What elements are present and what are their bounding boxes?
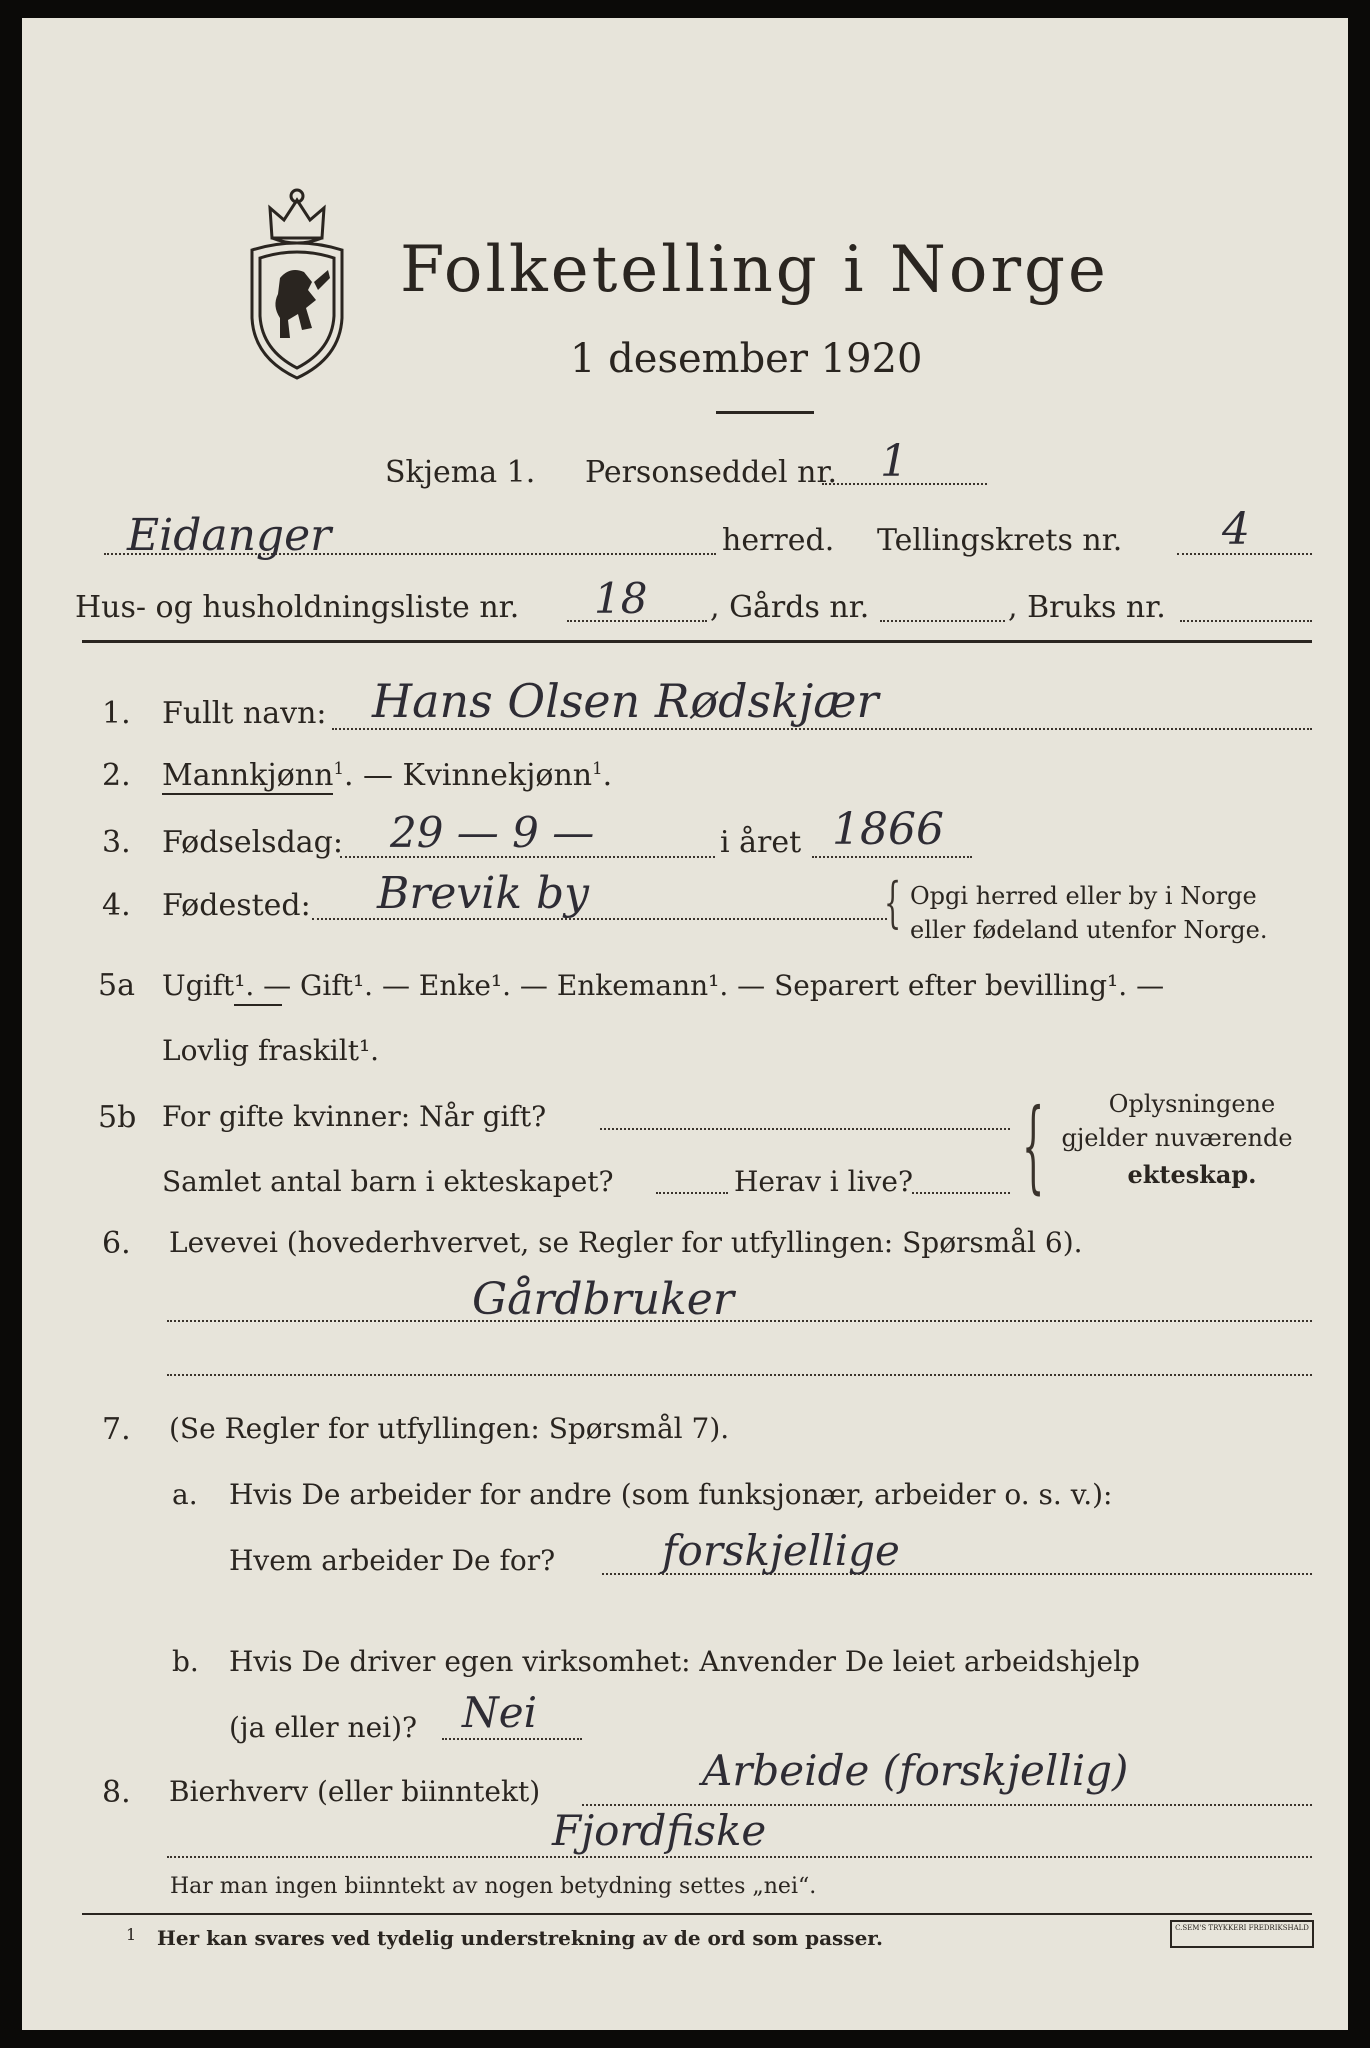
q8-note: Har man ingen biinntekt av nogen betydning settes „nei“. <box>170 1874 817 1899</box>
personseddel-value[interactable]: 1 <box>880 436 908 487</box>
q7a-label-1: Hvis De arbeider for andre (som funksjonær, arbeider o. s. v.): <box>229 1478 1113 1511</box>
q4-value[interactable]: Brevik by <box>377 868 590 919</box>
footnote-number: 1 <box>126 1925 137 1944</box>
form-date: 1 desember 1920 <box>570 336 923 382</box>
q5a-number: 5a <box>98 968 135 1003</box>
gards-line <box>880 620 1005 622</box>
gards-label: , Gårds nr. <box>710 590 870 625</box>
q7a-letter: a. <box>172 1478 198 1511</box>
q5b-living-line <box>912 1192 1010 1194</box>
herred-label: herred. <box>722 523 835 558</box>
q5b-label-1: For gifte kvinner: Når gift? <box>162 1100 547 1133</box>
q5b-note-3: ekteskap. <box>1127 1160 1257 1189</box>
q3-day-value[interactable]: 29 — 9 — <box>390 808 595 857</box>
q8-number: 8. <box>102 1775 131 1810</box>
q5b-number: 5b <box>98 1100 137 1135</box>
q6-value[interactable]: Gårdbruker <box>472 1274 734 1325</box>
tellingskrets-label: Tellingskrets nr. <box>877 523 1123 558</box>
q7b-value[interactable]: Nei <box>462 1688 538 1737</box>
header-divider <box>82 640 1312 643</box>
q8-value-1[interactable]: Arbeide (forskjellig) <box>702 1746 1129 1795</box>
q5b-children-line <box>656 1192 728 1194</box>
q7a-label-2: Hvem arbeider De for? <box>229 1544 556 1577</box>
q1-label: Fullt navn: <box>162 696 327 731</box>
q4-note-1: Opgi herred eller by i Norge <box>910 882 1257 910</box>
q3-label: Fødselsdag: <box>162 825 343 860</box>
q7-label: (Se Regler for utfyllingen: Spørsmål 7). <box>169 1412 730 1445</box>
census-form-page <box>22 18 1348 2030</box>
q6-line-1 <box>167 1320 1312 1322</box>
q3-year-label: i året <box>720 825 802 860</box>
q7b-label-2: (ja eller nei)? <box>229 1711 418 1744</box>
q7b-letter: b. <box>172 1645 199 1678</box>
footnote-text: Her kan svares ved tydelig understrekning av de ord som passer. <box>157 1926 883 1950</box>
q3-year-line <box>812 856 972 858</box>
q2-number: 2. <box>102 758 131 793</box>
q6-number: 6. <box>102 1226 131 1261</box>
q2-male-option[interactable]: Mannkjønn <box>162 758 334 793</box>
q4-note-brace: { <box>884 871 902 934</box>
q6-label: Levevei (hovederhvervet, se Regler for utfyllingen: Spørsmål 6). <box>169 1226 1083 1259</box>
q7b-line <box>442 1738 582 1740</box>
q1-line <box>332 728 1312 730</box>
q5a-options[interactable]: Ugift¹. — Gift¹. — Enke¹. — Enkemann¹. — Separert efter bevilling¹. — <box>162 969 1165 1002</box>
q1-value[interactable]: Hans Olsen Rødskjær <box>372 674 879 728</box>
q5a-gift-underline <box>234 1004 282 1006</box>
q5b-married-line <box>600 1128 1010 1130</box>
bruks-line <box>1180 620 1312 622</box>
q8-line-2 <box>167 1856 1312 1858</box>
q2-female-option[interactable]: . — Kvinnekjønn <box>343 758 593 793</box>
personseddel-label: Personseddel nr. <box>585 455 838 490</box>
herred-value[interactable]: Eidanger <box>127 510 332 561</box>
q7-number: 7. <box>102 1412 131 1447</box>
norwegian-lion-crest-icon <box>232 178 362 388</box>
printer-stamp: C.SEM'S TRYKKERI FREDRIKSHALD <box>1170 1920 1314 1948</box>
q7a-value[interactable]: forskjellige <box>662 1526 900 1575</box>
q3-number: 3. <box>102 825 131 860</box>
q8-label: Bierhverv (eller biinntekt) <box>169 1775 541 1808</box>
q4-label: Fødested: <box>162 888 311 923</box>
bruks-label: , Bruks nr. <box>1008 590 1166 625</box>
q7b-label-1: Hvis De driver egen virksomhet: Anvender De leiet arbeidshjelp <box>229 1645 1140 1678</box>
husholdningsliste-value[interactable]: 18 <box>594 574 648 623</box>
q2-options: Mannkjønn$^1$. — Kvinnekjønn$^1$. <box>162 758 613 793</box>
q5b-note-1: Oplysningene <box>1108 1090 1276 1118</box>
footer-divider <box>82 1913 1312 1915</box>
q5b-label-3: Herav i live? <box>734 1165 913 1198</box>
skjema-label: Skjema 1. <box>385 455 536 490</box>
q5b-label-2: Samlet antal barn i ekteskapet? <box>162 1165 614 1198</box>
q1-number: 1. <box>102 696 131 731</box>
q6-line-2 <box>167 1374 1312 1376</box>
q5b-note-brace: { <box>1022 1087 1045 1204</box>
q8-value-2[interactable]: Fjordfiske <box>552 1806 767 1855</box>
title-divider <box>716 411 814 414</box>
q5a-options-2[interactable]: Lovlig fraskilt¹. <box>162 1034 380 1067</box>
husholdningsliste-label: Hus- og husholdningsliste nr. <box>75 590 520 625</box>
q4-number: 4. <box>102 888 131 923</box>
q3-year-value[interactable]: 1866 <box>832 804 944 855</box>
q5b-note-2: gjelder nuværende <box>1061 1124 1293 1152</box>
tellingskrets-value[interactable]: 4 <box>1222 504 1250 555</box>
q4-note-2: eller fødeland utenfor Norge. <box>910 916 1268 944</box>
form-title: Folketelling i Norge <box>400 233 1109 307</box>
